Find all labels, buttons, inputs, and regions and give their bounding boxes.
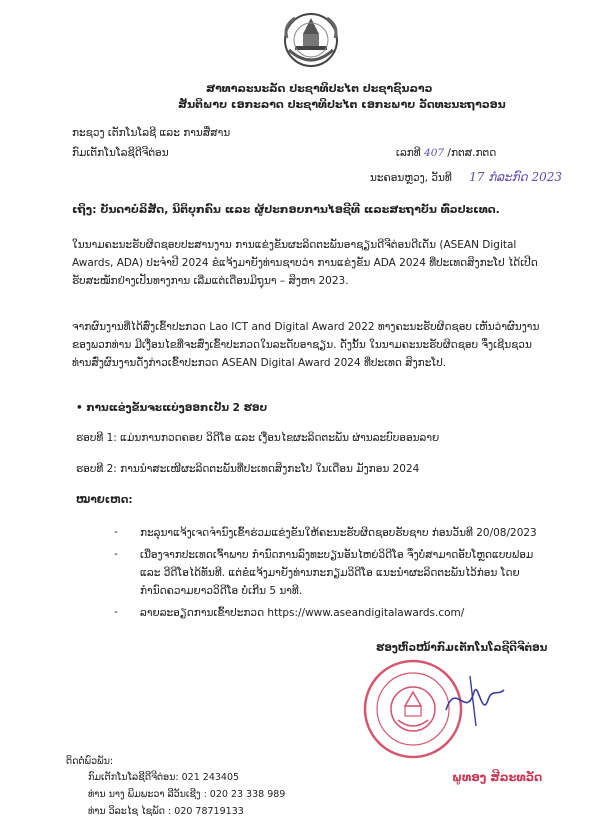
note-item-3: ລາຍລະອຽດການເຂົ້າປະກວດ https://www.aseandigitalawards.com/: [140, 607, 465, 619]
handwritten-date: 17 ກໍລະກົດ 2023: [469, 170, 563, 184]
contact-line-3: ທ່ານ ວິລະໄຊ ໄຊພັດ : 020 78719133: [88, 806, 244, 817]
contact-line-2: ທ່ານ ນາງ ພິມພະວາ ລີວັນເຊີງ : 020 23 338 989: [88, 789, 286, 800]
reference-suffix: /ກຕສ.ກຕດ: [447, 147, 497, 159]
paragraph-2: ຈາກຜົນງານທີ່ໄດ້ສົ່ງເຂົ້າປະກວດ Lao ICT and Digital Award 2022 ທາງຄະນະຮັບຜິດຊອບ ເຫັນວ່າຜົນງານຂອງພວກທ່ານ ມີເງື່ອນໄຂທີ່ຈະສົ່ງເຂົ້າປະກວດໃນລະດັບອາຊຽນ. ດັ່ງນັ້ນ ໃນນາມຄະນະຮັບຜິດຊອບ ຈຶ່ງເຊີນຊວນທ່ານສົ່ງຜົນງານດັ່ງກ່າວເຂົ້າປະກວດ ASEAN Digital Award 2024 ທີ່ປະເທດ ສິງກະໂປ.: [72, 321, 540, 369]
header-line-2: ສັນຕິພາບ ເອກະລາດ ປະຊາທິປະໄຕ ເອກະພາບ ວັດທະນະຖາວອນ: [178, 98, 506, 111]
contact-line-1: ກົມເຕັກໂນໂລຊີດີຈີຕ່ອນ: 021 243405: [88, 772, 240, 783]
header-line-1: ສາທາລະນະລັດ ປະຊາທິປະໄຕ ປະຊາຊົນລາວ: [206, 82, 433, 95]
place-date-label: ນະຄອນຫຼວງ, ວັນທີ: [370, 172, 452, 184]
paragraph-1: ໃນນາມຄະນະຮັບຜິດຊອບປະສານງານ ການແຂ່ງຂັນຜະລິດຕະພັນອາຊຽນດີຈີຕ່ອນດີເດັ່ນ (ASEAN Digital Awards, ADA) ປະຈຳປີ 2024 ຂໍແຈ້ງມາຍັງທ່ານຊາບວ່າ ການແຂ່ງຂັນ ADA 2024 ທີ່ປະເທດສິງກະໂປ ໄດ້ເປີດຮັບສະໝັກຢ່າງເປັນທາງການ ເລີ່ມແຕ່ເດືອນມິຖຸນາ – ສິງຫາ 2023.: [72, 239, 538, 287]
reference-handwritten-number: 407: [424, 147, 445, 159]
sender-department: ກົມເຕັກໂນໂລຊີດີຈີຕ່ອນ: [72, 147, 169, 159]
place-date: [370, 170, 562, 184]
round-1: ຮອບທີ 1: ແມ່ນການກວດຄອຍ ວິດີໂອ ແລະ ເງື່ອນໄຂຜະລິດຕະພັນ ຜ່ານລະບົບອອນລາຍ: [76, 432, 440, 444]
lao-emblem-icon: [275, 8, 347, 72]
signature-title: ຮອງຫົວໜ້າກົມເຕັກໂນໂລຊີດີຈີຕ່ອນ: [376, 642, 548, 654]
sender-ministry: ກະຊວງ ເຕັກໂນໂລຊີ ແລະ ການສື່ສານ: [72, 127, 231, 139]
note-item-1: ກະລຸນາແຈ້ງເຈດຈຳນົງເຂົ້າຮ່ວມແຂ່ງຂັນໃຫ້ຄະນະຮັບຜິດຊອບຮັບຊາບ ກ່ອນວັນທີ 20/08/2023: [140, 527, 537, 539]
note-bullet: -: [114, 606, 118, 618]
notes-heading: ໝາຍເຫດ:: [76, 494, 133, 506]
reference-number: [396, 147, 496, 159]
handwritten-signature-icon: [440, 670, 510, 730]
round-2: ຮອບທີ 2: ການນຳສະເໜີຜະລິດຕະພັນທີ່ປະເທດສິງກະໂປ ໃນເດືອນ ມັງກອນ 2024: [76, 463, 420, 475]
reference-label: ເລກທີ: [396, 147, 421, 159]
rounds-heading: • ການແຂ່ງຂັນຈະແບ່ງອອກເປັນ 2 ຮອບ: [76, 402, 268, 414]
signer-name: ພູທອງ ສີລະທວັດ: [452, 770, 543, 784]
contact-heading: ຕິດຕໍ່ພົວພັນ:: [66, 756, 114, 767]
subject-line: ເຖິງ: ບັນດາບໍລິສັດ, ນິຕິບຸກຄົນ ແລະ ຜູ້ປະກອບການໄອຊີທີ ແລະສະຖາບັນ ທົ່ວປະເທດ.: [72, 203, 500, 216]
note-bullet: -: [114, 548, 118, 560]
note-item-2: ເນື່ອງຈາກປະເທດເຈົ້າພາບ ກຳນົດການລົງທະບຽນອັນໄຫຍ່ວິດີໂອ ຈຶ່ງບໍ່ສາມາດອັບໂຫຼດແບບຟອມ ແລະ ວີດີໂອໄດ້ທັນທີ. ແຕ່ຂໍແຈ້ງມາຍັງທ່ານກະກຽມວິດີໂອ ແນະນຳຜະລິດຕະພັນໄວ້ກ່ອນ ໂດຍກຳນົດຄວາມຍາວວິດີໂອ ບໍ່ເກີນ 5 ນາທີ.: [140, 549, 534, 597]
note-bullet: -: [114, 526, 118, 538]
